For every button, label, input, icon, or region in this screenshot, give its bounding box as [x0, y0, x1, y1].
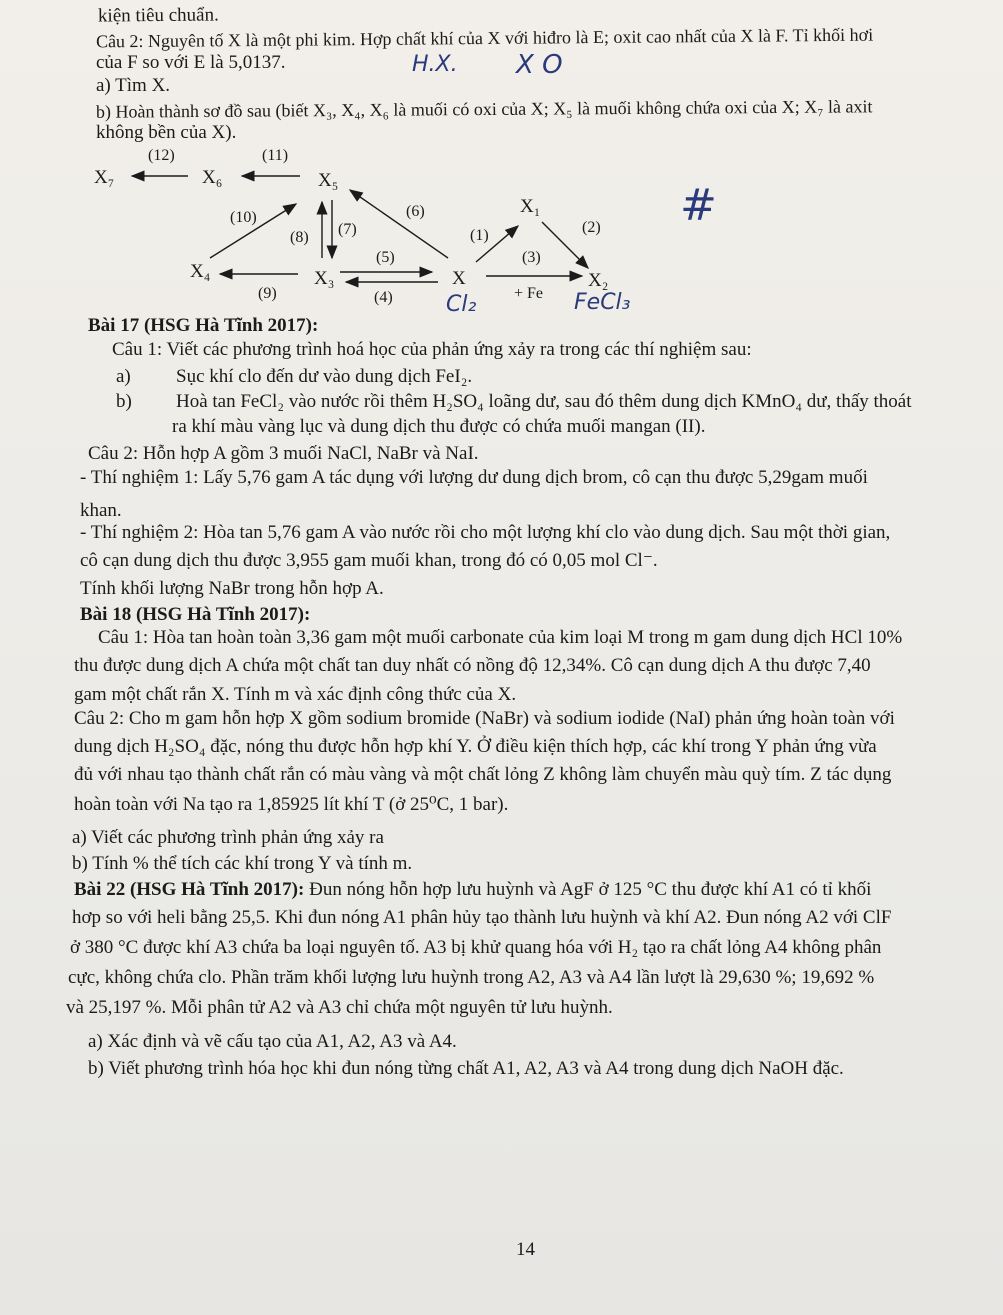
bai17-cau1: Câu 1: Viết các phương trình hoá học của phản ứng xảy ra trong các thí nghiệm sau: [112, 339, 752, 360]
bai17-b-line1: Hoà tan FeCl₂ vào nước rồi thêm H₂SO₄ loãng dư, sau đó thêm dung dịch KMnO₄ dư, thấy thoát [176, 391, 912, 412]
bai18-question-a: a) Viết các phương trình phản ứng xảy ra [72, 827, 384, 848]
label-5: (5) [376, 249, 395, 266]
bai22-line1 [74, 878, 871, 902]
reaction-scheme [0, 0, 1003, 320]
bai22-line3: ở 380 °C được khí A3 chứa ba loại nguyên tố. A3 bị khử quang hóa với H₂ tạo ra chất lỏng A4 không phân [70, 937, 882, 958]
node-x2: X₂ [588, 270, 609, 291]
bai18-title: Bài 18 (HSG Hà Tĩnh 2017): [80, 604, 311, 625]
label-10: (10) [230, 209, 257, 226]
arrow-6 [350, 190, 448, 258]
handwritten-note-hx: H.X. [412, 52, 458, 77]
label-6: (6) [406, 203, 425, 220]
bai22-line5: và 25,197 %. Mỗi phân tử A2 và A3 chỉ chứa một nguyên tử lưu huỳnh. [66, 997, 613, 1018]
handwritten-hash-mark: # [680, 180, 717, 231]
node-x4: X₄ [190, 261, 211, 282]
bai18-cau2-line3: đủ với nhau tạo thành chất rắn có màu vàng và một chất lỏng Z không làm chuyển màu quỳ tím. Z tác dụng [74, 764, 892, 785]
bai18-cau1-line1: Câu 1: Hòa tan hoàn toàn 3,36 gam một muối carbonate của kim loại M trong m gam dung dịch HCl 10% [98, 627, 903, 648]
label-3: (3) [522, 249, 541, 266]
label-plus-fe: + Fe [514, 285, 544, 302]
bai17-tn1-line2: khan. [80, 500, 122, 521]
node-x7: X₇ [94, 167, 115, 188]
label-11: (11) [262, 147, 289, 164]
bai22-question-b: b) Viết phương trình hóa học khi đun nóng từng chất A1, A2, A3 và A4 trong dung dịch NaOH đặc. [88, 1058, 844, 1079]
label-1: (1) [470, 227, 489, 244]
bai17-tn2-line2: cô cạn dung dịch thu được 3,955 gam muối khan, trong đó có 0,05 mol Cl⁻. [80, 550, 658, 571]
bai18-cau1-line3: gam một chất rắn X. Tính m và xác định công thức của X. [74, 684, 517, 705]
cau2-b-line1: b) Hoàn thành sơ đồ sau (biết X₃, X₄, X₆ là muối có oxi của X; X₅ là muối không chứa oxi của X; X₇ là axit [95, 96, 873, 122]
bai17-tn1-line1: - Thí nghiệm 1: Lấy 5,76 gam A tác dụng với lượng dư dung dịch brom, cô cạn thu được 5,29gam muối [80, 467, 868, 488]
cau2-a: a) Tìm X. [96, 75, 171, 96]
node-x5: X₅ [318, 170, 339, 191]
label-4: (4) [374, 289, 393, 306]
node-x: X [452, 268, 466, 289]
bai18-cau2-line4: hoàn toàn với Na tạo ra 1,85925 lít khí T (ở 25⁰C, 1 bar). [74, 794, 509, 815]
bai17-title: Bài 17 (HSG Hà Tĩnh 2017): [88, 315, 319, 336]
bai17-b-label: b) [116, 391, 132, 412]
top-line: kiện tiêu chuẩn. [97, 4, 219, 27]
cau2-line1: Câu 2: Nguyên tố X là một phi kim. Hợp chất khí của X với hiđro là E; oxit cao nhất của X là F. Tỉ khối hơi [95, 24, 874, 52]
bai17-a: Sục khí clo đến dư vào dung dịch FeI₂. [176, 366, 473, 387]
page-number: 14 [516, 1239, 535, 1260]
handwritten-note-cl2: Cl₂ [446, 292, 477, 317]
handwritten-note-fecl3: FeCl₃ [574, 290, 631, 315]
bai17-cau2: Câu 2: Hỗn hợp A gồm 3 muối NaCl, NaBr và NaI. [88, 443, 479, 464]
handwritten-note-xo: X O [516, 50, 563, 80]
cau2-line2: của F so với E là 5,0137. [96, 52, 286, 73]
bai17-b-line2: ra khí màu vàng lục và dung dịch thu được có chứa muối mangan (II). [172, 416, 706, 437]
cau2-b-line2: không bền của X). [96, 122, 237, 143]
bai22-line2: hơp so với heli bằng 25,5. Khi đun nóng A1 phân hủy tạo thành lưu huỳnh và khí A2. Đun nóng A2 với ClF [72, 907, 892, 928]
node-x6: X₆ [202, 167, 223, 188]
bai18-question-b: b) Tính % thể tích các khí trong Y và tính m. [72, 853, 413, 874]
bai18-cau2-line1: Câu 2: Cho m gam hỗn hợp X gồm sodium bromide (NaBr) và sodium iodide (NaI) phản ứng hoàn toàn với [74, 708, 895, 729]
label-7: (7) [338, 221, 357, 238]
bai22-line4: cực, không chứa clo. Phần trăm khối lượng lưu huỳnh trong A2, A3 và A4 lần lượt là 29,630 %; 19,692 % [68, 967, 875, 988]
bai17-question: Tính khối lượng NaBr trong hỗn hợp A. [80, 578, 384, 599]
bai22-line1-text: Đun nóng hỗn hợp lưu huỳnh và AgF ở 125 °C thu được khí A1 có tỉ khối [309, 879, 872, 900]
bai17-tn2-line1: - Thí nghiệm 2: Hòa tan 5,76 gam A vào nước rồi cho một lượng khí clo vào dung dịch. Sau một thời gian, [80, 522, 891, 543]
label-8: (8) [290, 229, 309, 246]
node-x3: X₃ [314, 268, 335, 289]
bai22-title: Bài 22 (HSG Hà Tĩnh 2017): [74, 879, 305, 900]
label-2: (2) [582, 219, 601, 236]
bai18-cau1-line2: thu được dung dịch A chứa một chất tan duy nhất có nồng độ 12,34%. Cô cạn dung dịch A thu được 7,40 [74, 655, 871, 676]
label-12: (12) [148, 147, 175, 164]
node-x1: X₁ [520, 196, 541, 217]
bai17-a-label: a) [116, 366, 131, 387]
bai22-question-a: a) Xác định và vẽ cấu tạo của A1, A2, A3 và A4. [88, 1031, 457, 1052]
bai18-cau2-line2: dung dịch H₂SO₄ đặc, nóng thu được hỗn hợp khí Y. Ở điều kiện thích hợp, các khí trong Y phản ứng vừa [74, 736, 877, 757]
label-9: (9) [258, 285, 277, 302]
